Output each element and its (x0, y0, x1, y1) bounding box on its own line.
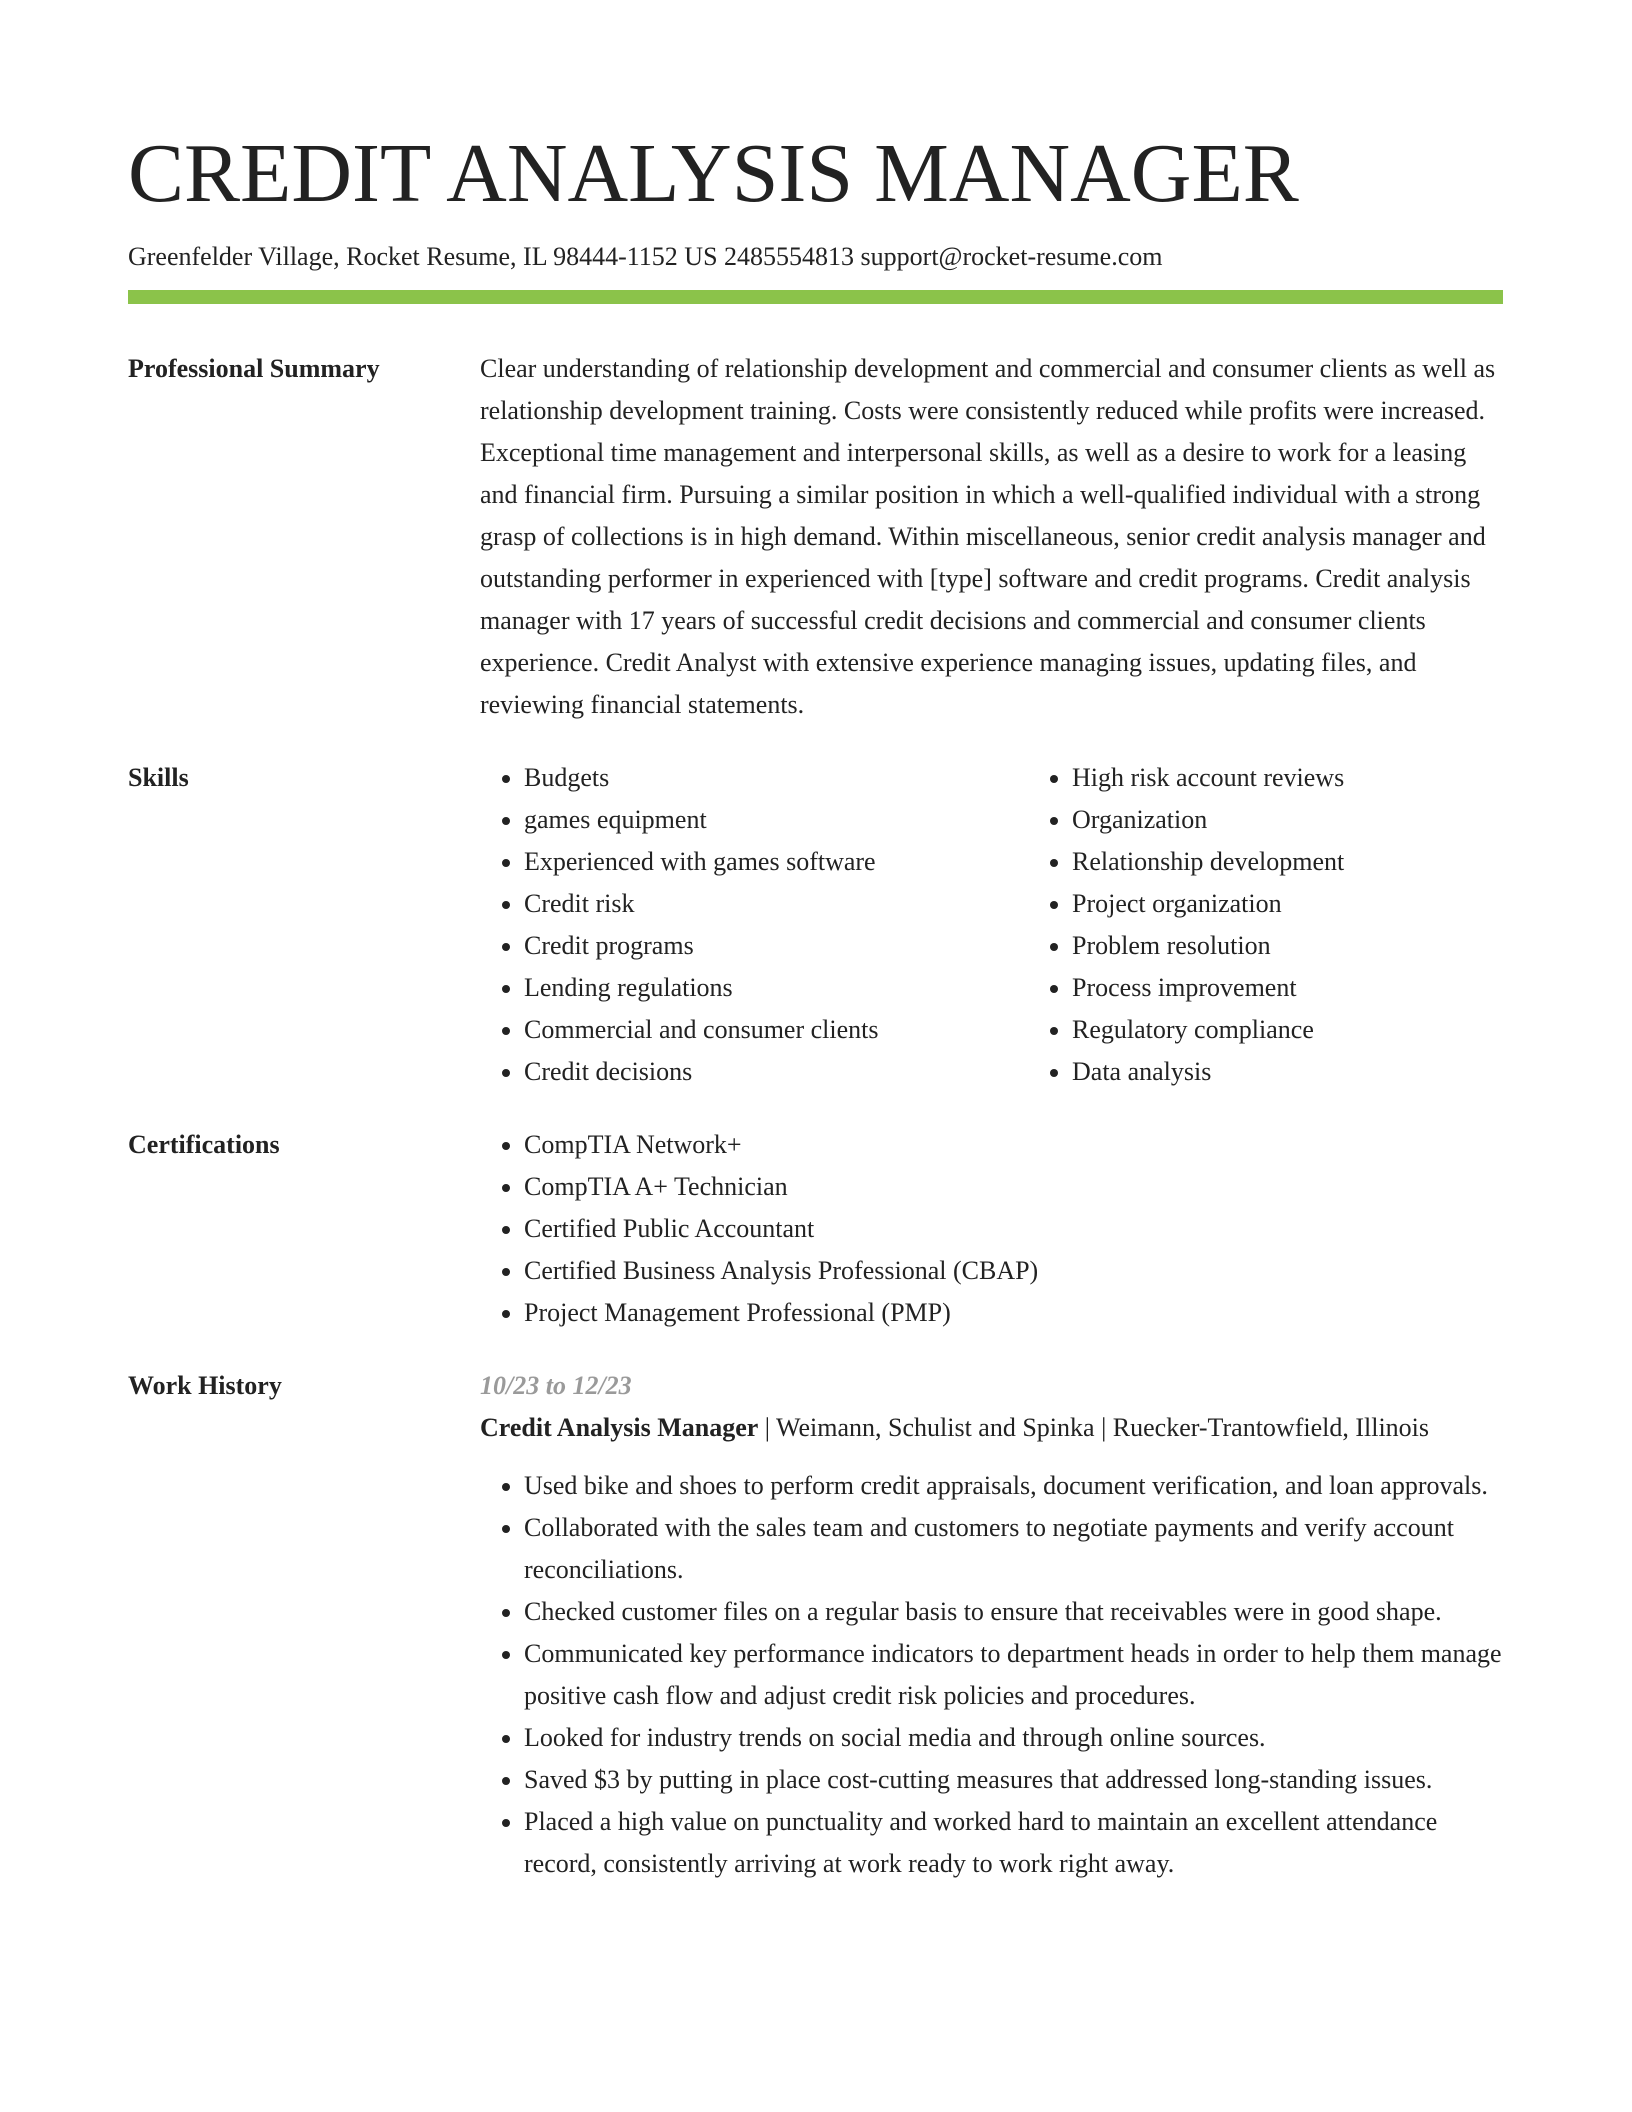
list-item: • CompTIA A+ Technician (524, 1166, 1503, 1208)
list-item: • Organization (1072, 799, 1576, 841)
section-label-summary: Professional Summary (128, 354, 380, 383)
list-item: • Checked customer files on a regular basis to ensure that receivables were in good shape. (524, 1591, 1503, 1633)
work-history-body (480, 1365, 1503, 1885)
candidate-name: CREDIT ANALYSIS MANAGER (128, 127, 1299, 220)
list-item: • Process improvement (1072, 967, 1576, 1009)
accent-divider (128, 290, 1503, 304)
skills-columns (480, 757, 1576, 1093)
list-item: • Communicated key performance indicators to department heads in order to help them manage positive cash flow and adjust credit risk policies and procedures. (524, 1633, 1503, 1717)
list-item: • Certified Public Accountant (524, 1208, 1503, 1250)
list-item: • Data analysis (1072, 1051, 1576, 1093)
list-item: • Experienced with games software (524, 841, 1028, 883)
list-item: • Problem resolution (1072, 925, 1576, 967)
certifications-list (480, 1124, 1503, 1334)
skills-section (128, 757, 1503, 1093)
list-item: • Collaborated with the sales team and customers to negotiate payments and verify account reconciliations. (524, 1507, 1503, 1591)
list-item: • Placed a high value on punctuality and worked hard to maintain an excellent attendance record, consistently arriving at work ready to work right away. (524, 1801, 1503, 1885)
list-item: • Saved $3 by putting in place cost-cutting measures that addressed long-standing issues. (524, 1759, 1503, 1801)
list-item: • Budgets (524, 757, 1028, 799)
job-dates: 10/23 to 12/23 (480, 1371, 632, 1400)
job-title-line (480, 1407, 1503, 1449)
skills-list-right (1028, 757, 1576, 1093)
list-item: • Relationship development (1072, 841, 1576, 883)
list-item: • CompTIA Network+ (524, 1124, 1503, 1166)
list-item: • Project organization (1072, 883, 1576, 925)
list-item: • Certified Business Analysis Professional (CBAP) (524, 1250, 1503, 1292)
section-label-work-history: Work History (128, 1371, 282, 1400)
summary-section (128, 348, 1503, 726)
list-item: • Credit programs (524, 925, 1028, 967)
section-label-certifications: Certifications (128, 1130, 280, 1159)
list-item: • Credit risk (524, 883, 1028, 925)
list-item: • Looked for industry trends on social media and through online sources. (524, 1717, 1503, 1759)
certifications-section (128, 1124, 1503, 1334)
skills-list-left (480, 757, 1028, 1093)
resume-page (128, 118, 1503, 1885)
job-entry (480, 1365, 1503, 1885)
section-label-skills: Skills (128, 763, 189, 792)
resume-header (128, 127, 1503, 304)
job-title: Credit Analysis Manager (480, 1413, 759, 1442)
list-item: • Project Management Professional (PMP) (524, 1292, 1503, 1334)
job-bullets (480, 1465, 1503, 1885)
list-item: • Lending regulations (524, 967, 1028, 1009)
summary-text: Clear understanding of relationship development and commercial and consumer clients as well as relationship development training. Costs were consistently reduced while profits were increased. Exceptional time management and interpersonal skills, as well as a desire to work for a leasing and financial firm. Pursuing a similar position in which a well-qualified individual with a strong grasp of collections is in high demand. Within miscellaneous, senior credit analysis manager and outstanding performer in experienced with [type] software and credit programs. Credit analysis manager with 17 years of successful credit decisions and commercial and consumer clients experience. Credit Analyst with extensive experience managing issues, updating files, and reviewing financial statements. (480, 354, 1496, 719)
list-item: • Used bike and shoes to perform credit appraisals, document verification, and loan approvals. (524, 1465, 1503, 1507)
list-item: • games equipment (524, 799, 1028, 841)
list-item: • Regulatory compliance (1072, 1009, 1576, 1051)
list-item: • High risk account reviews (1072, 757, 1576, 799)
work-history-section (128, 1365, 1503, 1885)
contact-info: Greenfelder Village, Rocket Resume, IL 98444-1152 US 2485554813 support@rocket-resume.com (128, 242, 1163, 271)
list-item: • Credit decisions (524, 1051, 1028, 1093)
list-item: • Commercial and consumer clients (524, 1009, 1028, 1051)
job-employer-location: | Weimann, Schulist and Spinka | Ruecker-Trantowfield, Illinois (758, 1413, 1430, 1442)
